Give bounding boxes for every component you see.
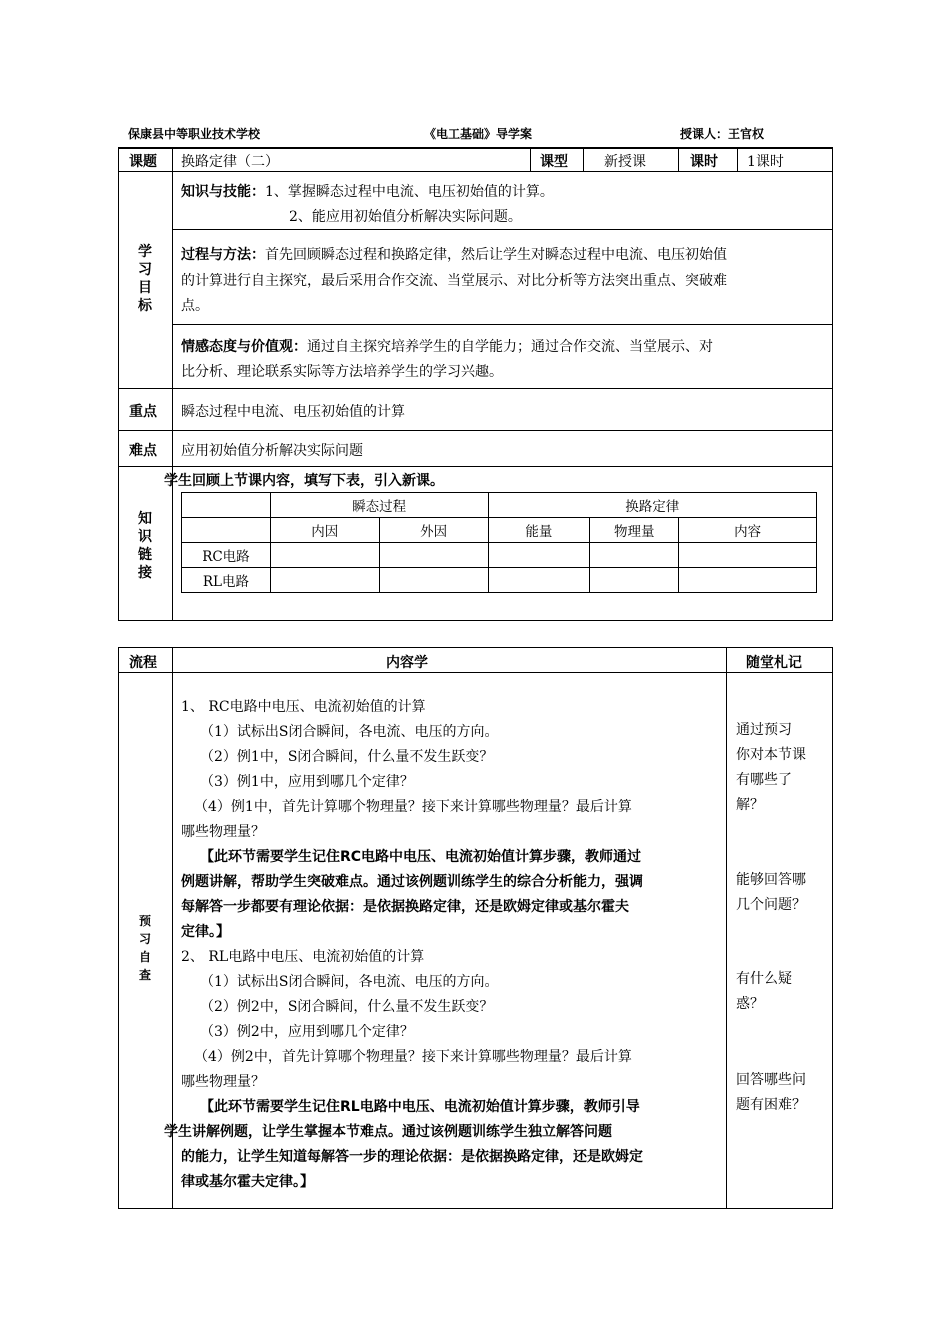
row-label-rc: RC电路	[182, 543, 271, 568]
content-line: （1）试标出S闭合瞬间，各电流、电压的方向。	[200, 724, 499, 740]
table-cell[interactable]	[679, 568, 817, 593]
content-line: （4）例1中，首先计算哪个物理量？接下来计算哪些物理量？最后计算	[194, 799, 632, 815]
link-instruction: 学生回顾上节课内容，填写下表，引入新课。	[164, 473, 444, 489]
link-label: 知识链接	[138, 511, 152, 581]
content-line: （3）例2中，应用到哪几个定律？	[200, 1024, 414, 1040]
table-cell[interactable]	[590, 568, 679, 593]
emotion-line-2: 比分析、理论联系实际等方法培养学生的学习兴趣。	[181, 364, 503, 380]
type-label: 课型	[540, 154, 568, 170]
review-table	[181, 492, 817, 593]
note-line: 惑？	[736, 996, 764, 1012]
note-line: 回答哪些问	[736, 1072, 806, 1088]
content-line: 2、 RL电路中电压、电流初始值的计算	[181, 949, 425, 965]
content-line: 律或基尔霍夫定律。】	[181, 1174, 314, 1190]
table-cell[interactable]	[679, 543, 817, 568]
hours-value: 1课时	[747, 154, 784, 170]
col-quantity: 物理量	[590, 518, 679, 543]
table-cell[interactable]	[379, 543, 488, 568]
content-line: 【此环节需要学生记住RC电路中电压、电流初始值计算步骤，教师通过	[200, 849, 642, 865]
document-header	[128, 125, 828, 143]
content-line: （1）试标出S闭合瞬间，各电流、电压的方向。	[200, 974, 499, 990]
note-line: 有什么疑	[736, 971, 792, 987]
group-transient: 瞬态过程	[270, 493, 488, 518]
type-value: 新授课	[604, 154, 646, 170]
content-line: （2）例1中，S闭合瞬间，什么量不发生跃变？	[200, 749, 494, 765]
flow-header: 流程	[129, 655, 157, 671]
content-line: 的能力，让学生知道每解答一步的理论依据：是依据换路定律，还是欧姆定	[181, 1149, 643, 1165]
group-switch-law: 换路定律	[488, 493, 817, 518]
knowledge-line-1: 知识与技能：1、掌握瞬态过程中电流、电压初始值的计算。	[181, 184, 554, 200]
difficulty-label: 难点	[129, 443, 157, 459]
key-label: 重点	[129, 404, 157, 420]
content-line: （4）例2中，首先计算哪个物理量？接下来计算哪些物理量？最后计算	[194, 1049, 632, 1065]
content-line: 学生讲解例题，让学生掌握本节难点。通过该例题训练学生独立解答问题	[164, 1124, 612, 1140]
content-line: （3）例1中，应用到哪几个定律？	[200, 774, 414, 790]
col-content: 内容	[679, 518, 817, 543]
content-line: 例题讲解，帮助学生突破难点。通过该例题训练学生的综合分析能力，强调	[181, 874, 643, 890]
knowledge-line-2: 2、能应用初始值分析解决实际问题。	[289, 209, 522, 225]
objectives-label: 学习目标	[138, 244, 152, 314]
emotion-line-1: 情感态度与价值观：通过自主探究培养学生的自学能力；通过合作交流、当堂展示、对	[181, 339, 713, 355]
table-cell[interactable]	[590, 543, 679, 568]
topic-value: 换路定律（二）	[181, 154, 279, 170]
process-line-2: 的计算进行自主探究，最后采用合作交流、当堂展示、对比分析等方法突出重点、突破难	[181, 273, 727, 289]
content-line: 哪些物理量？	[181, 1074, 265, 1090]
content-line: 1、 RC电路中电压、电流初始值的计算	[181, 699, 426, 715]
table-cell[interactable]	[379, 568, 488, 593]
note-line: 几个问题？	[736, 897, 806, 913]
content-header: 内容学	[386, 655, 428, 671]
table-cell[interactable]	[488, 568, 590, 593]
note-line: 题有困难？	[736, 1097, 806, 1113]
content-line: 每解答一步都要有理论依据：是依据换路定律，还是欧姆定律或基尔霍夫	[181, 899, 629, 915]
table-row	[182, 543, 817, 568]
hours-label: 课时	[690, 154, 718, 170]
table-cell[interactable]	[270, 543, 379, 568]
process-line-1: 过程与方法：首先回顾瞬态过程和换路定律，然后让学生对瞬态过程中电流、电压初始值	[181, 247, 727, 263]
row-label-rl: RL电路	[182, 568, 271, 593]
note-line: 你对本节课	[736, 747, 806, 763]
col-external: 外因	[379, 518, 488, 543]
notes-header: 随堂札记	[746, 655, 802, 671]
table-row	[182, 568, 817, 593]
course-title: 《电工基础》导学案	[424, 127, 533, 141]
table-cell[interactable]	[488, 543, 590, 568]
teacher-name: 授课人：王官权	[680, 127, 765, 141]
note-line: 解？	[736, 797, 764, 813]
difficulty-text: 应用初始值分析解决实际问题	[181, 443, 363, 459]
table-cell[interactable]	[270, 568, 379, 593]
note-line: 有哪些了	[736, 772, 792, 788]
content-line: 【此环节需要学生记住RL电路中电压、电流初始值计算步骤，教师引导	[200, 1099, 640, 1115]
note-line: 能够回答哪	[736, 872, 806, 888]
note-line: 通过预习	[736, 722, 792, 738]
content-line: 定律。】	[181, 924, 230, 940]
preview-label: 预习自查	[138, 914, 151, 982]
topic-label: 课题	[129, 154, 157, 170]
col-energy: 能量	[488, 518, 590, 543]
content-line: （2）例2中，S闭合瞬间，什么量不发生跃变？	[200, 999, 494, 1015]
process-line-3: 点。	[181, 298, 209, 314]
col-internal: 内因	[270, 518, 379, 543]
key-text: 瞬态过程中电流、电压初始值的计算	[181, 404, 405, 420]
school-name: 保康县中等职业技术学校	[128, 127, 261, 141]
content-line: 哪些物理量？	[181, 824, 265, 840]
